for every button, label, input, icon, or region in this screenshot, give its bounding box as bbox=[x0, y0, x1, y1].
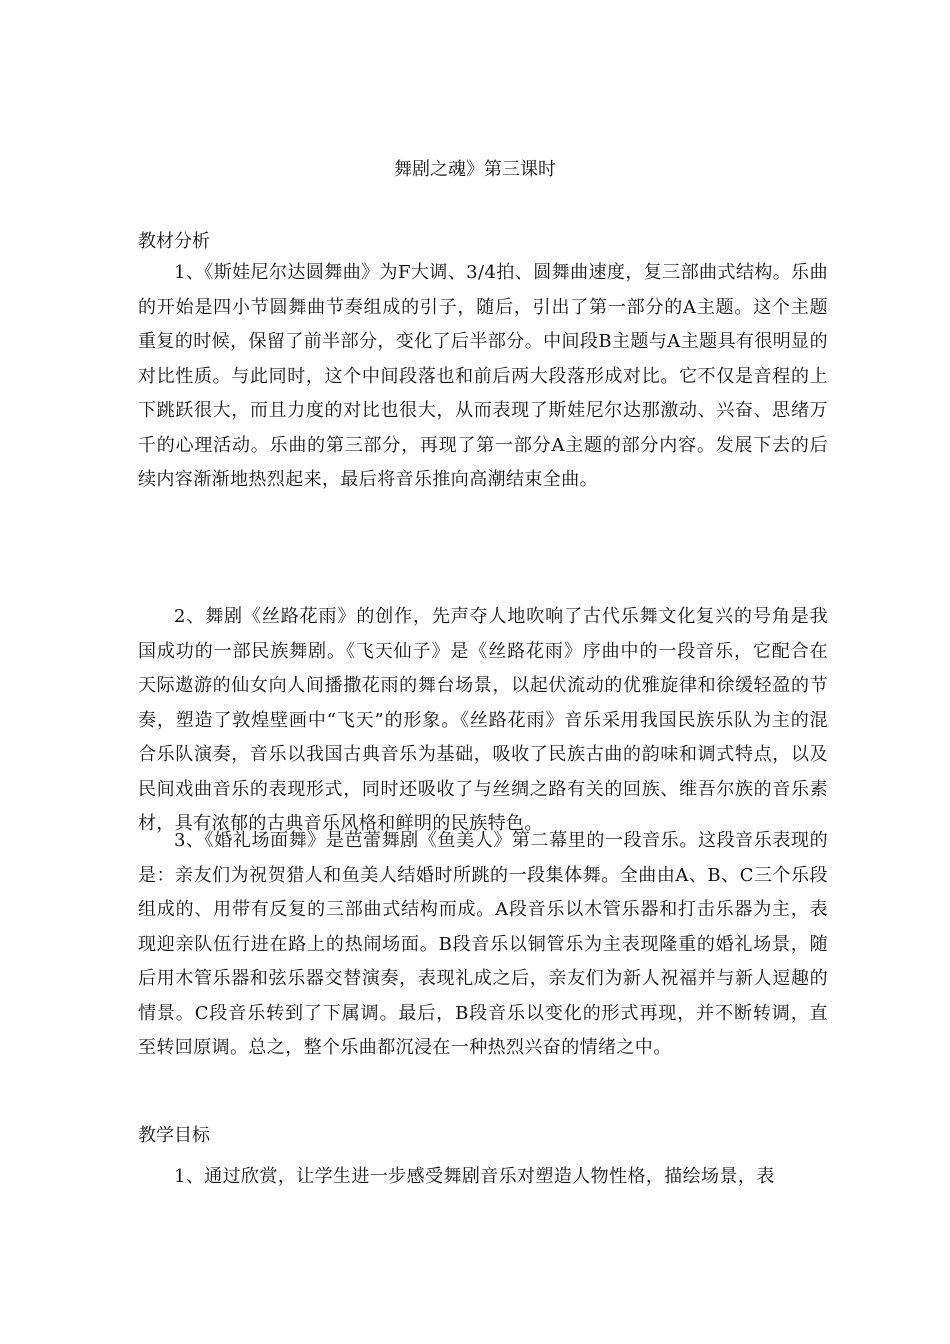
section-heading-teaching-goals: 教学目标 bbox=[138, 1125, 210, 1146]
document-title: 舞剧之魂》第三课时 bbox=[394, 159, 556, 180]
paragraph-waltz: 1、《斯娃尼尔达圆舞曲》为F大调、3/4拍、圆舞曲速度，复三部曲式结构。乐曲的开始是四小节圆舞曲节奏组成的引子，随后，引出了第一部分的A主题。这个主题重复的时候，保留了前半部分，变化了后半部分。中间段B主题与A主题具有很明显的对比性质。与此同时，这个中间段落也和前后两大段落形成对比。它不仅是音程的上下跳跃很大，而且力度的对比也很大，从而表现了斯娃尼尔达那激动、兴奋、思绪万千的心理活动。乐曲的第三部分，再现了第一部分A主题的部分内容。发展下去的后续内容渐渐地热烈起来，最后将音乐推向高潮结束全曲。 bbox=[138, 262, 828, 490]
paragraph-silk-road: 2、舞剧《丝路花雨》的创作，先声夺人地吹响了古代乐舞文化复兴的号角是我国成功的一部民族舞剧。《飞天仙子》是《丝路花雨》序曲中的一段音乐，它配合在天际遨游的仙女向人间播撒花雨的舞台场景，以起伏流动的优雅旋律和徐缓轻盈的节奏，塑造了敦煌壁画中“飞天”的形象。《丝路花雨》音乐采用我国民族乐队为主的混合乐队演奏，音乐以我国古典音乐为基础，吸收了民族古曲的韵味和调式特点，以及民间戏曲音乐的表现形式，同时还吸收了与丝绸之路有关的回族、维吾尔族的音乐素材，具有浓郁的古典音乐风格和鲜明的民族特色。 bbox=[138, 606, 828, 834]
paragraph-goal-1: 1、通过欣赏，让学生进一步感受舞剧音乐对塑造人物性格，描绘场景，表 bbox=[174, 1166, 775, 1187]
paragraph-wedding-dance: 3、《婚礼场面舞》是芭蕾舞剧《鱼美人》第二幕里的一段音乐。这段音乐表现的是：亲友们为祝贺猎人和鱼美人结婚时所跳的一段集体舞。全曲由A、B、C三个乐段组成的、用带有反复的三部曲式结构而成。A段音乐以木管乐器和打击乐器为主，表现迎亲队伍行进在路上的热闹场面。B段音乐以铜管乐为主表现隆重的婚礼场景，随后用木管乐器和弦乐器交替演奏，表现礼成之后，亲友们为新人祝福并与新人逗趣的情景。C段音乐转到了下属调。最后，B段音乐以变化的形式再现，并不断转调，直至转回原调。总之，整个乐曲都沉浸在一种热烈兴奋的情绪之中。 bbox=[138, 830, 828, 1058]
section-heading-materials-analysis: 教材分析 bbox=[138, 231, 210, 252]
